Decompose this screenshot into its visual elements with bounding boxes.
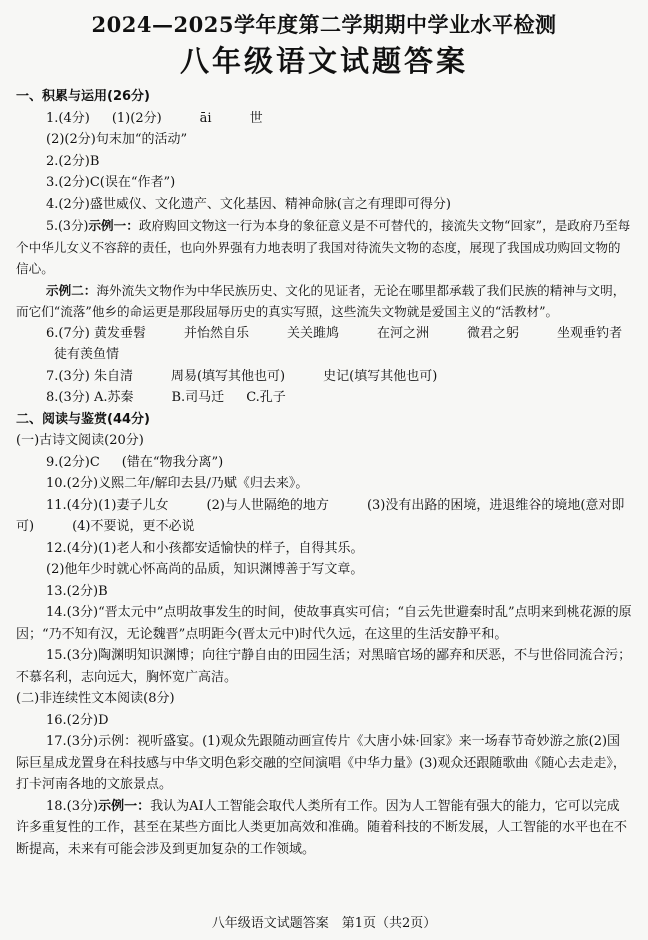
q11-part3: (3)没有出路的困境，进退维谷的境 (366, 497, 568, 513)
q8-choice-a: A.苏秦 (93, 390, 134, 405)
answer-q5-example1 (16, 215, 632, 280)
q1-char: 世 (249, 110, 263, 126)
answer-q6 (16, 323, 632, 366)
subsection-heading-2: (二)非连续性文本阅读(8分) (16, 691, 175, 706)
q11-part3-end: 地(意对即可) (16, 497, 625, 534)
q5-example1-text: 政府购回文物这一行为本身的象征意义是不可替代的，接流失文物“回家”，是政府乃至每个中华儿女义不容辞的责任，也向外界强有力地表明了我国对待流失文物的态度，展现了我国成功购回文物的信心。 (16, 218, 631, 276)
page-footer: 八年级语文试题答案 第1页（共2页） (211, 916, 437, 931)
q6-number: 6.(7分) (46, 325, 90, 341)
answer-q11 (16, 495, 632, 538)
q11-part2: (2)与人世隔绝的地方 (206, 497, 329, 513)
q6-blank-f: 坐观垂 (557, 325, 597, 341)
q7-blank-c: 史记(填写其他也可) (323, 368, 438, 384)
answer-q17: 17.(3分)示例：视听盛宴。(1)观众先跟随动画宣传片《大唐小妹·回家》来一场春节奇妙游之旅(2)国际巨星成龙置身在科技感与中华文明色彩交融的空间演唱《中华力量》(3)观众还跟随歌曲《随心去走走》，打卡河南各地的文旅景点。 (16, 734, 626, 792)
answer-q2: 2.(2分)B (46, 153, 100, 169)
q18-example-label: 示例一： (98, 798, 151, 814)
answer-q15: 15.(3分)陶渊明知识渊博；向往宁静自由的田园生活；对黑暗官场的鄙弃和厌恶，不与世俗同流合污；不慕名利，志向远大，胸怀宽广高洁。 (16, 648, 632, 685)
answer-q5-example2 (16, 280, 632, 323)
q11-part1: 11.(4分)(1)妻子儿女 (46, 497, 169, 513)
answer-q3: 3.(2分)C(误在“作者”) (46, 175, 176, 190)
q18-number: 18.(3分) (46, 798, 99, 814)
document-title: 八年级语文试题答案 (179, 44, 468, 78)
answer-q1-line1 (16, 108, 632, 130)
exam-title: 2024—2025学年度第二学期期中学业水平检测 (91, 12, 557, 37)
q8-number: 8.(3分) (46, 390, 90, 405)
answer-q12-line1: 12.(4分)(1)老人和小孩都安适愉快的样子，自得其乐。 (46, 540, 364, 556)
answer-q9 (16, 452, 632, 474)
q6-blank-e: 微君之躬 (467, 325, 520, 341)
q7-blank-b: 周易(填写其他也可) (170, 368, 286, 384)
section-heading-1: 一、积累与运用(26分) (16, 89, 150, 104)
answer-q7 (16, 366, 632, 388)
q7-number: 7.(3分) (46, 368, 90, 384)
subsection-heading-1: (一)古诗文阅读(20分) (16, 433, 144, 448)
q6-blank-c: 关关雎鸠 (287, 325, 340, 341)
q1-part1: (1)(2分) (111, 110, 162, 126)
q6-blank-b: 并怡然自乐 (183, 325, 249, 341)
answer-q14: 14.(3分)“晋太元中”点明故事发生的时间，使故事真实可信；“自云先世避秦时乱”点明来到桃花源的原因；“乃不知有汉，无论魏晋”点明距今(晋太元中)时代久远，在这里的生活安静平和。 (16, 605, 632, 642)
q9-answer: 9.(2分)C (46, 454, 100, 470)
q9-note: (错在“物我分离”) (121, 454, 224, 470)
q6-blank-h: 徒有羡鱼情 (54, 347, 120, 362)
q8-choice-b: B.司马迁 (171, 390, 225, 405)
q6-blank-a: 黄发垂髫 (93, 325, 146, 341)
q1-pinyin: āi (199, 110, 212, 126)
q6-blank-g: 钓者 (596, 325, 623, 341)
q6-blank-d: 在河之洲 (377, 325, 430, 341)
q5-example2-text: 海外流失文物作为中华民族历史、文化的见证者，无论在哪里都承载了我们民族的精神与文明，而它们“流落”他乡的命运更是那段屈辱历史的真实写照，这些流失文物就是爱国主义的“活教材”。 (16, 282, 626, 319)
q7-blank-a: 朱自清 (93, 368, 133, 384)
answer-q10: 10.(2分)义熙二年/解印去县/乃赋《归去来》。 (46, 476, 309, 491)
answer-q8 (16, 387, 632, 409)
answer-q13: 13.(2分)B (46, 583, 108, 599)
q11-part4: (4)不要说，更不必说 (72, 519, 195, 534)
section-heading-2: 二、阅读与鉴赏(44分) (16, 411, 150, 427)
answer-q16: 16.(2分)D (46, 712, 109, 728)
q18-example-text: 我认为AI人工智能会取代人类所有工作。因为人工智能有强大的能力，它可以完成许多重复性的工作，甚至在某些方面比人类更加高效和准确。随着科技的不断发展，人工智能的水平也在不断提高，未来有可能会涉及到更加复杂的工作领域。 (16, 798, 628, 857)
answer-q4: 4.(2分)盛世威仪、文化遗产、文化基因、精神命脉(言之有理即可得分) (46, 196, 451, 212)
q8-choice-c: C.孔子 (246, 390, 286, 405)
answer-q1-line2: (2)(2分)句末加“的活动” (46, 132, 188, 147)
answer-q12-line2: (2)他年少时就心怀高尚的品质，知识渊博善于写文章。 (46, 562, 364, 577)
q5-number: 5.(3分) (46, 218, 89, 233)
q5-example1-label: 示例一： (88, 218, 139, 233)
answer-q18 (16, 796, 632, 861)
q1-number: 1.(4分) (46, 110, 90, 126)
q5-example2-label: 示例二： (46, 282, 97, 298)
